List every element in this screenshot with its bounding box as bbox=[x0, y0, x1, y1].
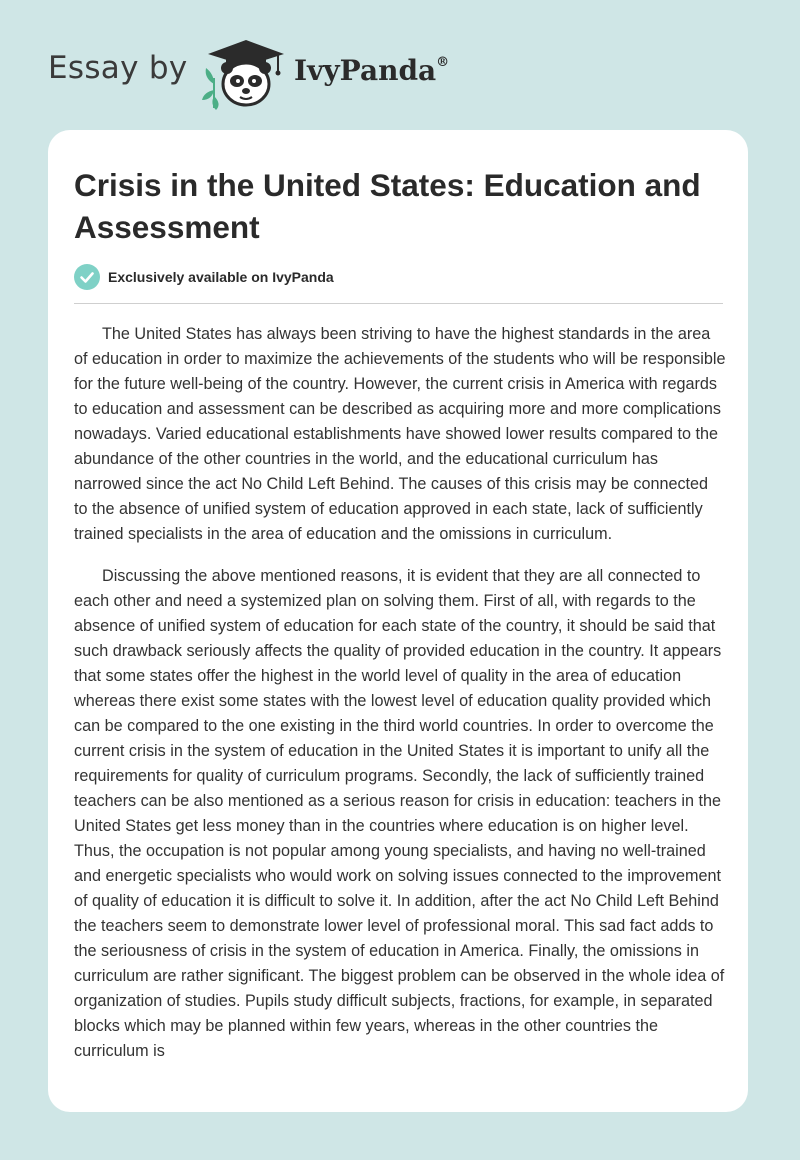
paragraph-2: Discussing the above mentioned reasons, it is evident that they are all connected to each other and need a systemized plan on solving them. First of all, with regards to the absence of unified system of education for each state of the country, it should be said that such drawback seriously affects the quality of provided education in the country. It appears that some states offer the highest in the world level of quality in the area of education whereas there exist some states with the lowest level of education quality provided which can be compared to the one existing in the third world countries. In order to overcome the current crisis in the system of education in the United States it is important to unify all the requirements for quality of curriculum programs. Secondly, the lack of sufficiently trained teachers can be also mentioned as a serious reason for crisis in education: teachers in the United States get less money than in the countries where education is on higher level. Thus, the occupation is not popular among young specialists, and having no well-trained and energetic specialists who would work on solving issues connected to the improvement of quality of education it is difficult to solve it. In addition, after the act No Child Left Behind the teachers seem to demonstrate lower level of professional moral. This sad fact adds to the seriousness of crisis in the system of education in America. Finally, the omissions in curriculum are rather significant. The biggest problem can be observed in the whole idea of organization of studies. Pupils study difficult subjects, fractions, for example, in separated blocks which may be planned within few years, whereas in the other countries the curriculum is bbox=[74, 567, 725, 1060]
brand-name-text: IvyPanda bbox=[294, 54, 437, 87]
article-card bbox=[48, 130, 748, 1112]
essay-by-label: Essay by bbox=[48, 50, 188, 86]
article-body bbox=[74, 322, 726, 1081]
article-title: Crisis in the United States: Education and Assessment bbox=[74, 167, 701, 245]
registered-mark: ® bbox=[436, 54, 450, 70]
brand-name[interactable] bbox=[294, 54, 449, 87]
divider bbox=[74, 303, 723, 304]
exclusive-badge-text: Exclusively available on IvyPanda bbox=[108, 269, 334, 285]
exclusive-badge bbox=[74, 264, 334, 290]
checkmark-icon bbox=[74, 264, 100, 290]
panda-graduate-icon[interactable] bbox=[200, 38, 292, 110]
site-header bbox=[0, 0, 800, 120]
paragraph-1: The United States has always been striving to have the highest standards in the area of education in order to maximize the achievements of the students who will be responsible for the future well-being of the country. However, the current crisis in America with regards to education and assessment can be described as acquiring more and more complications nowadays. Varied educational establishments have showed lower results compared to the abundance of the other countries in the world, and the educational curriculum has narrowed since the act No Child Left Behind. The causes of this crisis may be connected to the absence of unified system of education approved in each state, lack of sufficiently trained specialists in the area of education and the omissions in curriculum. bbox=[74, 325, 726, 543]
